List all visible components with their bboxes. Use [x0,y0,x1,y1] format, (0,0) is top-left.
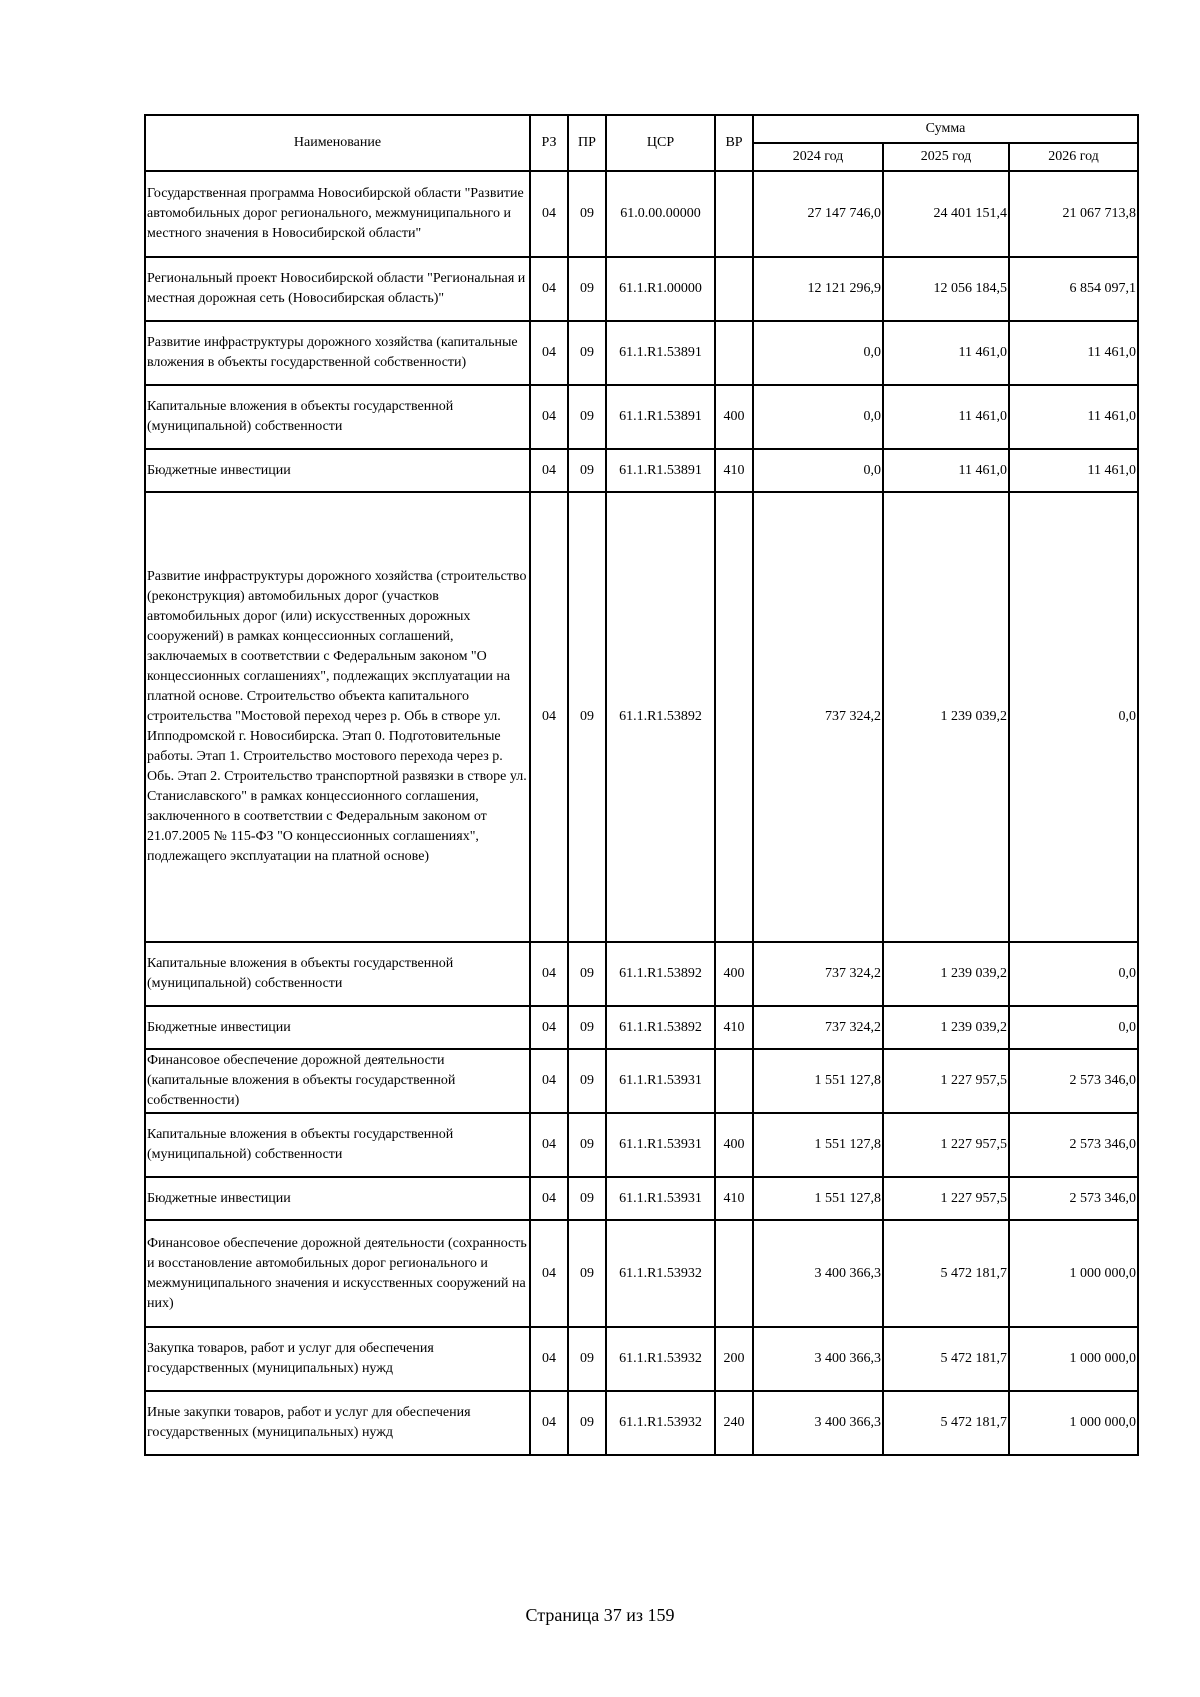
row-pr-cell: 09 [568,492,606,942]
table-row [145,321,1138,385]
row-csr-cell: 61.1.R1.53932 [606,1391,715,1455]
row-rz-cell: 04 [530,385,568,449]
row-2026-cell: 0,0 [1009,1006,1138,1049]
table-row [145,449,1138,492]
table-row [145,385,1138,449]
row-vr-cell: 410 [715,449,753,492]
row-2025-cell: 12 056 184,5 [883,257,1009,321]
row-pr-cell: 09 [568,942,606,1006]
row-pr-cell: 09 [568,257,606,321]
table-row [145,942,1138,1006]
row-2024-cell: 737 324,2 [753,492,883,942]
row-2025-cell: 1 239 039,2 [883,492,1009,942]
budget-table [144,114,1139,1456]
row-2026-cell: 11 461,0 [1009,385,1138,449]
row-csr-cell: 61.1.R1.53892 [606,942,715,1006]
row-csr-cell: 61.1.R1.53931 [606,1177,715,1220]
row-pr-cell: 09 [568,1220,606,1327]
row-pr-cell: 09 [568,1049,606,1113]
row-2026-cell: 0,0 [1009,492,1138,942]
table-row [145,1177,1138,1220]
row-csr-cell: 61.1.R1.53932 [606,1327,715,1391]
table-row [145,492,1138,942]
header-vr: ВР [715,115,753,171]
row-csr-cell: 61.1.R1.53932 [606,1220,715,1327]
row-2024-cell: 0,0 [753,385,883,449]
row-name-cell: Иные закупки товаров, работ и услуг для обеспечения государственных (муниципальных) нужд [145,1391,530,1455]
row-csr-cell: 61.1.R1.53931 [606,1049,715,1113]
row-name-cell: Закупка товаров, работ и услуг для обеспечения государственных (муниципальных) нужд [145,1327,530,1391]
row-csr-cell: 61.0.00.00000 [606,171,715,257]
row-name-cell: Финансовое обеспечение дорожной деятельности (капитальные вложения в объекты государственной собственности) [145,1049,530,1113]
table-row [145,1113,1138,1177]
row-csr-cell: 61.1.R1.53891 [606,385,715,449]
row-vr-cell [715,1049,753,1113]
row-csr-cell: 61.1.R1.53892 [606,1006,715,1049]
row-2025-cell: 1 239 039,2 [883,942,1009,1006]
row-2026-cell: 0,0 [1009,942,1138,1006]
row-2025-cell: 1 227 957,5 [883,1177,1009,1220]
header-2024: 2024 год [753,143,883,171]
row-2024-cell: 1 551 127,8 [753,1113,883,1177]
row-2026-cell: 1 000 000,0 [1009,1327,1138,1391]
row-2025-cell: 5 472 181,7 [883,1327,1009,1391]
row-2025-cell: 11 461,0 [883,321,1009,385]
header-sum: Сумма [753,115,1138,143]
row-rz-cell: 04 [530,942,568,1006]
header-pr: ПР [568,115,606,171]
row-2025-cell: 11 461,0 [883,449,1009,492]
row-vr-cell: 410 [715,1006,753,1049]
row-vr-cell: 240 [715,1391,753,1455]
row-2025-cell: 24 401 151,4 [883,171,1009,257]
row-2026-cell: 1 000 000,0 [1009,1220,1138,1327]
row-name-cell: Капитальные вложения в объекты государственной (муниципальной) собственности [145,1113,530,1177]
row-pr-cell: 09 [568,1177,606,1220]
page-number: Страница 37 из 159 [525,1605,675,1625]
row-pr-cell: 09 [568,385,606,449]
table-row [145,1049,1138,1113]
row-pr-cell: 09 [568,1327,606,1391]
row-2024-cell: 3 400 366,3 [753,1220,883,1327]
row-vr-cell [715,171,753,257]
row-vr-cell [715,321,753,385]
row-rz-cell: 04 [530,1049,568,1113]
row-2024-cell: 3 400 366,3 [753,1327,883,1391]
row-rz-cell: 04 [530,1327,568,1391]
header-row [145,115,1138,143]
row-name-cell: Бюджетные инвестиции [145,1177,530,1220]
row-csr-cell: 61.1.R1.53892 [606,492,715,942]
row-vr-cell: 400 [715,1113,753,1177]
header-name: Наименование [145,115,530,171]
row-rz-cell: 04 [530,1391,568,1455]
row-vr-cell: 400 [715,942,753,1006]
row-pr-cell: 09 [568,171,606,257]
row-2024-cell: 737 324,2 [753,942,883,1006]
row-vr-cell [715,1220,753,1327]
table-row [145,1391,1138,1455]
row-2024-cell: 3 400 366,3 [753,1391,883,1455]
row-2024-cell: 27 147 746,0 [753,171,883,257]
row-rz-cell: 04 [530,1177,568,1220]
table-row [145,171,1138,257]
header-2025: 2025 год [883,143,1009,171]
header-2026: 2026 год [1009,143,1138,171]
row-name-cell: Региональный проект Новосибирской области "Региональная и местная дорожная сеть (Новосибирская область)" [145,257,530,321]
row-2024-cell: 12 121 296,9 [753,257,883,321]
row-rz-cell: 04 [530,1113,568,1177]
row-name-cell: Капитальные вложения в объекты государственной (муниципальной) собственности [145,385,530,449]
row-2025-cell: 5 472 181,7 [883,1391,1009,1455]
row-2026-cell: 11 461,0 [1009,449,1138,492]
row-name-cell: Развитие инфраструктуры дорожного хозяйства (строительство (реконструкция) автомобильных дорог (участков автомобильных дорог (или) искусственных дорожных сооружений) в рамках концессионных соглашений, заключаемых в соответствии с Федеральным законом "О концессионных соглашениях", подлежащих эксплуатации на платной основе. Строительство объекта капитального строительства "Мостовой переход через р. Обь в створе ул. Ипподромской г. Новосибирска. Этап 0. Подготовительные работы. Этап 1. Строительство мостового перехода через р. Обь. Этап 2. Строительство транспортной развязки в створе ул. Станиславского" в рамках концессионного соглашения, заключенного в соответствии с Федеральным законом от 21.07.2005 № 115-ФЗ "О концессионных соглашениях", подлежащего эксплуатации на платной основе) [145,492,530,942]
table-row [145,257,1138,321]
row-csr-cell: 61.1.R1.53891 [606,449,715,492]
row-csr-cell: 61.1.R1.53891 [606,321,715,385]
row-2026-cell: 2 573 346,0 [1009,1113,1138,1177]
row-csr-cell: 61.1.R1.53931 [606,1113,715,1177]
row-rz-cell: 04 [530,257,568,321]
row-name-cell: Финансовое обеспечение дорожной деятельности (сохранность и восстановление автомобильных дорог регионального и межмуниципального значения и искусственных сооружений на них) [145,1220,530,1327]
row-vr-cell: 400 [715,385,753,449]
row-2025-cell: 1 239 039,2 [883,1006,1009,1049]
row-rz-cell: 04 [530,492,568,942]
table-row [145,1006,1138,1049]
row-pr-cell: 09 [568,1113,606,1177]
row-name-cell: Бюджетные инвестиции [145,1006,530,1049]
row-rz-cell: 04 [530,449,568,492]
row-vr-cell: 200 [715,1327,753,1391]
row-name-cell: Развитие инфраструктуры дорожного хозяйства (капитальные вложения в объекты государственной собственности) [145,321,530,385]
row-vr-cell: 410 [715,1177,753,1220]
row-pr-cell: 09 [568,1006,606,1049]
row-pr-cell: 09 [568,449,606,492]
row-pr-cell: 09 [568,321,606,385]
header-csr: ЦСР [606,115,715,171]
row-2026-cell: 11 461,0 [1009,321,1138,385]
row-2024-cell: 737 324,2 [753,1006,883,1049]
row-vr-cell [715,492,753,942]
row-pr-cell: 09 [568,1391,606,1455]
row-csr-cell: 61.1.R1.00000 [606,257,715,321]
row-rz-cell: 04 [530,1220,568,1327]
table-row [145,1220,1138,1327]
row-vr-cell [715,257,753,321]
row-2024-cell: 0,0 [753,321,883,385]
row-name-cell: Бюджетные инвестиции [145,449,530,492]
row-2025-cell: 11 461,0 [883,385,1009,449]
row-2026-cell: 6 854 097,1 [1009,257,1138,321]
row-rz-cell: 04 [530,1006,568,1049]
row-2024-cell: 0,0 [753,449,883,492]
row-2026-cell: 21 067 713,8 [1009,171,1138,257]
row-2025-cell: 1 227 957,5 [883,1049,1009,1113]
table-row [145,1327,1138,1391]
row-2026-cell: 2 573 346,0 [1009,1049,1138,1113]
row-2025-cell: 1 227 957,5 [883,1113,1009,1177]
row-rz-cell: 04 [530,321,568,385]
row-2025-cell: 5 472 181,7 [883,1220,1009,1327]
row-2024-cell: 1 551 127,8 [753,1177,883,1220]
row-2026-cell: 2 573 346,0 [1009,1177,1138,1220]
row-rz-cell: 04 [530,171,568,257]
row-name-cell: Капитальные вложения в объекты государственной (муниципальной) собственности [145,942,530,1006]
row-2026-cell: 1 000 000,0 [1009,1391,1138,1455]
row-name-cell: Государственная программа Новосибирской области "Развитие автомобильных дорог регионального, межмуниципального и местного значения в Новосибирской области" [145,171,530,257]
header-rz: РЗ [530,115,568,171]
row-2024-cell: 1 551 127,8 [753,1049,883,1113]
